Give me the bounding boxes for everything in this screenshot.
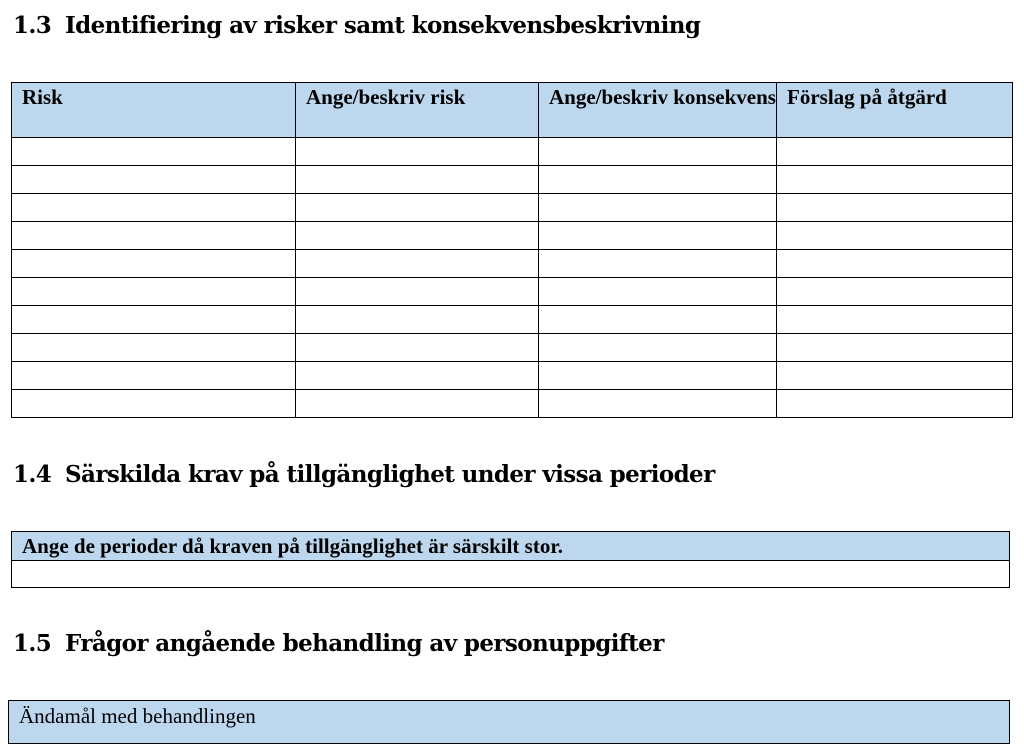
table-cell[interactable] bbox=[12, 138, 296, 166]
table-cell[interactable] bbox=[12, 306, 296, 334]
table-cell[interactable] bbox=[777, 334, 1013, 362]
risk-table-body bbox=[12, 138, 1013, 418]
table-cell[interactable] bbox=[539, 334, 777, 362]
table-row bbox=[12, 138, 1013, 166]
purpose-of-processing-header: Ändamål med behandlingen bbox=[9, 701, 1010, 744]
risk-table bbox=[11, 82, 1013, 418]
table-cell[interactable] bbox=[539, 222, 777, 250]
table-cell[interactable] bbox=[296, 138, 539, 166]
purpose-header-row bbox=[9, 701, 1010, 744]
table-row bbox=[12, 561, 1010, 588]
column-header-risk: Risk bbox=[12, 83, 296, 138]
table-cell[interactable] bbox=[12, 278, 296, 306]
table-cell[interactable] bbox=[777, 166, 1013, 194]
section-title: Identifiering av risker samt konsekvensbeskrivning bbox=[65, 12, 701, 39]
table-cell[interactable] bbox=[12, 390, 296, 418]
table-cell[interactable] bbox=[539, 390, 777, 418]
section-number: 1.4 bbox=[13, 461, 52, 488]
table-row bbox=[12, 334, 1013, 362]
table-cell[interactable] bbox=[12, 194, 296, 222]
column-header-proposed-action: Förslag på åtgärd bbox=[777, 83, 1013, 138]
table-cell[interactable] bbox=[539, 278, 777, 306]
table-cell[interactable] bbox=[296, 222, 539, 250]
column-header-describe-consequence: Ange/beskriv konsekvens bbox=[539, 83, 777, 138]
column-header-describe-risk: Ange/beskriv risk bbox=[296, 83, 539, 138]
table-row bbox=[12, 306, 1013, 334]
section-heading-1-5 bbox=[13, 630, 664, 657]
table-cell[interactable] bbox=[296, 166, 539, 194]
table-cell[interactable] bbox=[296, 334, 539, 362]
section-number: 1.5 bbox=[13, 630, 52, 657]
section-heading-1-4 bbox=[13, 461, 715, 488]
risk-table-header-row bbox=[12, 83, 1013, 138]
table-cell[interactable] bbox=[296, 250, 539, 278]
availability-table-body bbox=[12, 561, 1010, 588]
table-cell[interactable] bbox=[777, 250, 1013, 278]
table-cell[interactable] bbox=[12, 166, 296, 194]
table-cell[interactable] bbox=[539, 166, 777, 194]
table-cell[interactable] bbox=[777, 306, 1013, 334]
availability-periods-header: Ange de perioder då kraven på tillgänglighet är särskilt stor. bbox=[12, 532, 1010, 561]
table-cell[interactable] bbox=[539, 306, 777, 334]
table-cell[interactable] bbox=[539, 362, 777, 390]
table-row bbox=[12, 166, 1013, 194]
table-row bbox=[12, 222, 1013, 250]
table-cell[interactable] bbox=[777, 194, 1013, 222]
table-cell[interactable] bbox=[539, 138, 777, 166]
section-title: Särskilda krav på tillgänglighet under vissa perioder bbox=[65, 461, 715, 488]
table-cell[interactable] bbox=[777, 362, 1013, 390]
table-row bbox=[12, 250, 1013, 278]
section-title: Frågor angående behandling av personuppgifter bbox=[65, 630, 664, 657]
personal-data-table bbox=[8, 700, 1010, 744]
table-row bbox=[12, 390, 1013, 418]
table-cell[interactable] bbox=[12, 250, 296, 278]
section-heading-1-3 bbox=[13, 12, 700, 39]
section-number: 1.3 bbox=[13, 12, 52, 39]
table-cell[interactable] bbox=[296, 194, 539, 222]
table-cell[interactable] bbox=[296, 390, 539, 418]
availability-header-row bbox=[12, 532, 1010, 561]
availability-periods-table bbox=[11, 531, 1010, 588]
table-cell[interactable] bbox=[777, 390, 1013, 418]
availability-periods-input-cell[interactable] bbox=[12, 561, 1010, 588]
table-cell[interactable] bbox=[296, 306, 539, 334]
table-cell[interactable] bbox=[12, 362, 296, 390]
table-cell[interactable] bbox=[777, 278, 1013, 306]
table-row bbox=[12, 278, 1013, 306]
table-cell[interactable] bbox=[539, 194, 777, 222]
table-row bbox=[12, 194, 1013, 222]
table-cell[interactable] bbox=[777, 138, 1013, 166]
table-cell[interactable] bbox=[12, 334, 296, 362]
table-row bbox=[12, 362, 1013, 390]
table-cell[interactable] bbox=[777, 222, 1013, 250]
table-cell[interactable] bbox=[12, 222, 296, 250]
table-cell[interactable] bbox=[539, 250, 777, 278]
table-cell[interactable] bbox=[296, 278, 539, 306]
table-cell[interactable] bbox=[296, 362, 539, 390]
